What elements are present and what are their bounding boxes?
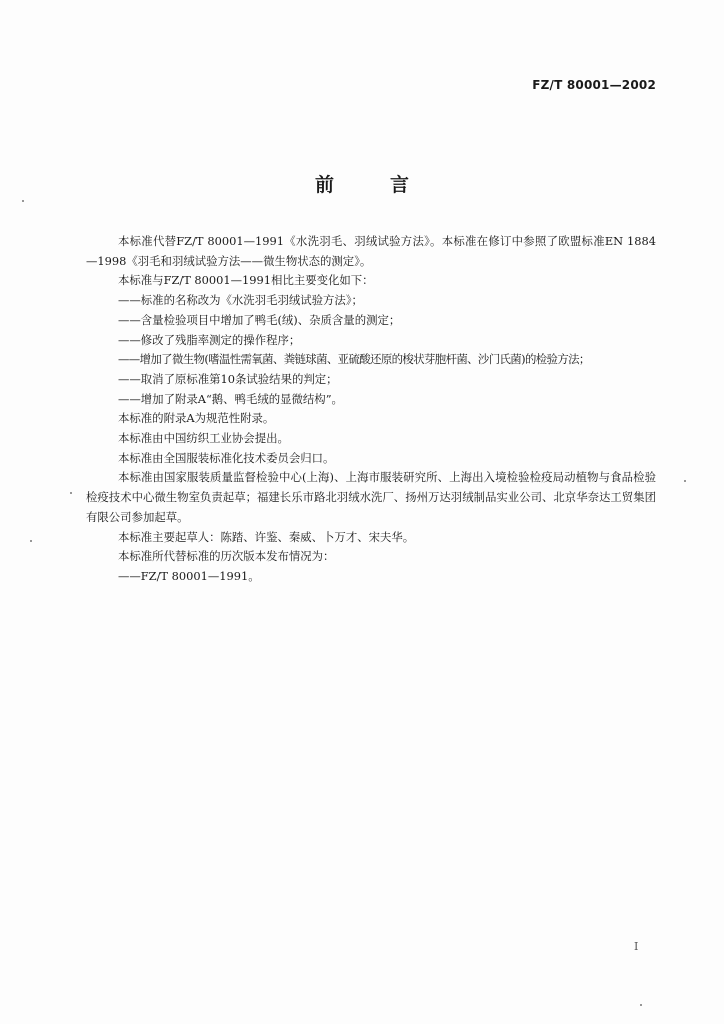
paragraph-appendix: 本标准的附录A为规范性附录。 bbox=[118, 411, 275, 426]
list-item: ——增加了附录A“鹅、鸭毛绒的显微结构”。 bbox=[118, 391, 343, 406]
paragraph-proposer: 本标准由中国纺织工业协会提出。 bbox=[118, 431, 289, 446]
paragraph-drafters: 本标准主要起草人：陈踏、许鉴、秦威、卜万才、宋夫华。 bbox=[118, 529, 415, 544]
paragraph-changes-intro: 本标准与FZ/T 80001—1991相比主要变化如下： bbox=[118, 273, 374, 288]
list-item: ——含量检验项目中增加了鸭毛(绒)、杂质含量的测定； bbox=[118, 312, 401, 327]
paragraph-centralizer: 本标准由全国服装标准化技术委员会归口。 bbox=[118, 450, 335, 465]
scan-speck bbox=[640, 1004, 642, 1006]
list-item: ——标准的名称改为《水洗羽毛羽绒试验方法》； bbox=[118, 293, 363, 308]
list-item: ——增加了微生物(嗜温性需氧菌、粪链球菌、亚硫酸还原的梭状芽胞杆菌、沙门氏菌)的检验方法； bbox=[118, 352, 590, 367]
paragraph-drafters-org: 本标准由国家服装质量监督检验中心(上海)、上海市服装研究所、上海出入境检验检疫局动植物与食品检验检疫技术中心微生物室负责起草；福建长乐市路北羽绒水洗厂、扬州万达羽绒制品实业公司、北京华奈达工贸集团有限公司参加起草。 bbox=[86, 470, 656, 524]
paragraph-replacement: 本标准代替FZ/T 80001—1991《水洗羽毛、羽绒试验方法》。本标准在修订中参照了欧盟标准EN 1884—1998《羽毛和羽绒试验方法——微生物状态的测定》。 bbox=[86, 234, 656, 268]
page-title: 前言 bbox=[314, 174, 465, 196]
standard-code: FZ/T 80001—2002 bbox=[532, 78, 656, 92]
list-item: ——FZ/T 80001—1991。 bbox=[118, 568, 260, 583]
scan-speck bbox=[684, 480, 686, 482]
foreword-body bbox=[86, 232, 656, 587]
scan-speck bbox=[70, 492, 72, 494]
list-item: ——取消了原标准第10条试验结果的判定； bbox=[118, 371, 338, 386]
scan-speck bbox=[22, 200, 24, 202]
list-item: ——修改了残脂率测定的操作程序； bbox=[118, 332, 301, 347]
paragraph-history-intro: 本标准所代替标准的历次版本发布情况为： bbox=[118, 549, 335, 564]
page-number: I bbox=[634, 940, 639, 953]
scan-speck bbox=[30, 540, 32, 542]
